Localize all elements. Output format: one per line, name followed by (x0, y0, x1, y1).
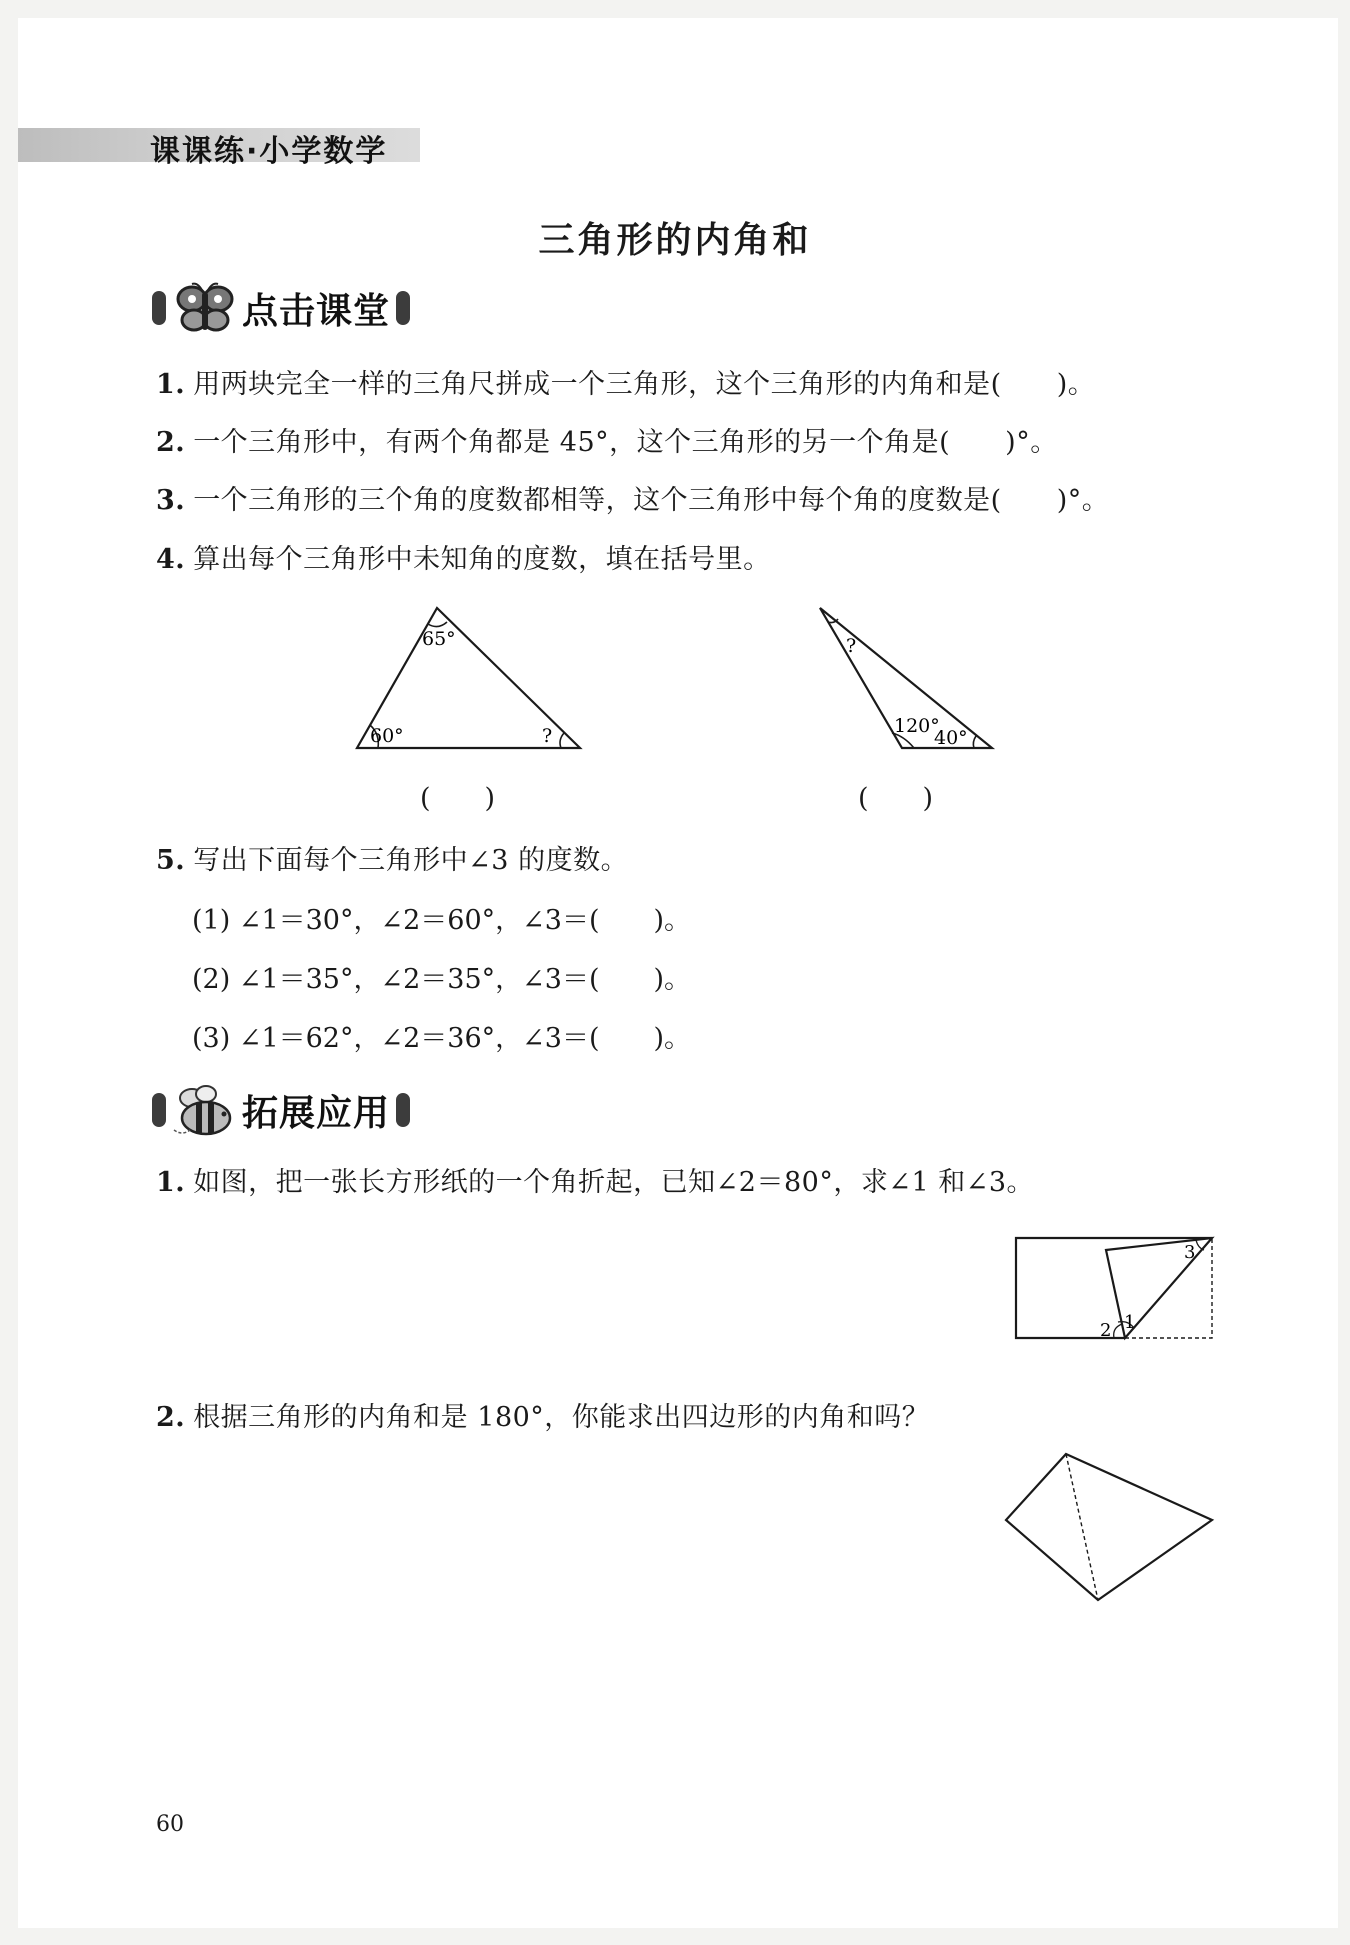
banner-cap-left (152, 291, 166, 325)
banner-cap-right (396, 1093, 410, 1127)
section-banner-extension (152, 1082, 410, 1138)
question-4: 4. 算出每个三角形中未知角的度数，填在括号里。 (156, 544, 771, 575)
question-1: 1. 用两块完全一样的三角尺拼成一个三角形，这个三角形的内角和是( )。 (156, 369, 1096, 400)
banner-cap-left (152, 1093, 166, 1127)
angle-1-label: 1 (1124, 1312, 1136, 1333)
triangle-1-top-arc (428, 622, 447, 627)
header-title: 课课练·小学数学 (150, 134, 388, 169)
question-2: 2. 一个三角形中，有两个角都是 45°，这个三角形的另一个角是( )°。 (156, 427, 1058, 458)
butterfly-icon (170, 280, 240, 336)
question-5-item-1: (1) ∠1＝30°，∠2＝60°，∠3＝( )。 (192, 905, 692, 936)
section-banner-classroom (152, 280, 410, 336)
extension-question-2: 2. 根据三角形的内角和是 180°，你能求出四边形的内角和吗？ (156, 1402, 930, 1433)
triangle-figure-2 (812, 598, 1012, 758)
triangle-1-answer-blank[interactable]: ( ) (420, 783, 496, 814)
question-5-item-2: (2) ∠1＝35°，∠2＝35°，∠3＝( )。 (192, 964, 692, 995)
triangle-2-unknown-angle: ? (846, 635, 857, 657)
question-5-item-3: (3) ∠1＝62°，∠2＝36°，∠3＝( )。 (192, 1023, 692, 1054)
triangle-1-left-angle: 60° (370, 725, 404, 747)
triangle-2-right-angle: 40° (934, 727, 968, 749)
angle-2-label: 2 (1100, 1320, 1112, 1341)
page-title: 三角形的内角和 (538, 220, 812, 261)
page-number: 60 (156, 1812, 184, 1837)
quadrilateral-figure (1000, 1440, 1225, 1610)
triangle-figure-1 (340, 598, 600, 758)
triangle-2-answer-blank[interactable]: ( ) (858, 783, 934, 814)
quadrilateral-outline (1006, 1454, 1212, 1600)
folded-rectangle-figure (1010, 1228, 1220, 1348)
angle-3-label: 3 (1184, 1242, 1196, 1263)
section-title-classroom: 点击课堂 (242, 290, 391, 332)
folded-flap (1106, 1238, 1212, 1338)
angle-2-arc (1114, 1324, 1122, 1338)
banner-cap-right (396, 291, 410, 325)
diagonal-dashed (1066, 1454, 1098, 1600)
question-5: 5. 写出下面每个三角形中∠3 的度数。 (156, 845, 629, 876)
bee-icon (170, 1082, 240, 1138)
extension-question-1: 1. 如图，把一张长方形纸的一个角折起，已知∠2＝80°，求∠1 和∠3。 (156, 1167, 1035, 1198)
section-title-extension: 拓展应用 (242, 1092, 391, 1134)
triangle-1-unknown-angle: ? (542, 725, 553, 747)
triangle-1-right-arc (560, 733, 564, 748)
triangle-2-right-arc (973, 736, 976, 748)
triangle-2-left-angle: 120° (894, 715, 940, 737)
question-3: 3. 一个三角形的三个角的度数都相等，这个三角形中每个角的度数是( )°。 (156, 485, 1110, 516)
triangle-1-top-angle: 65° (422, 628, 456, 650)
